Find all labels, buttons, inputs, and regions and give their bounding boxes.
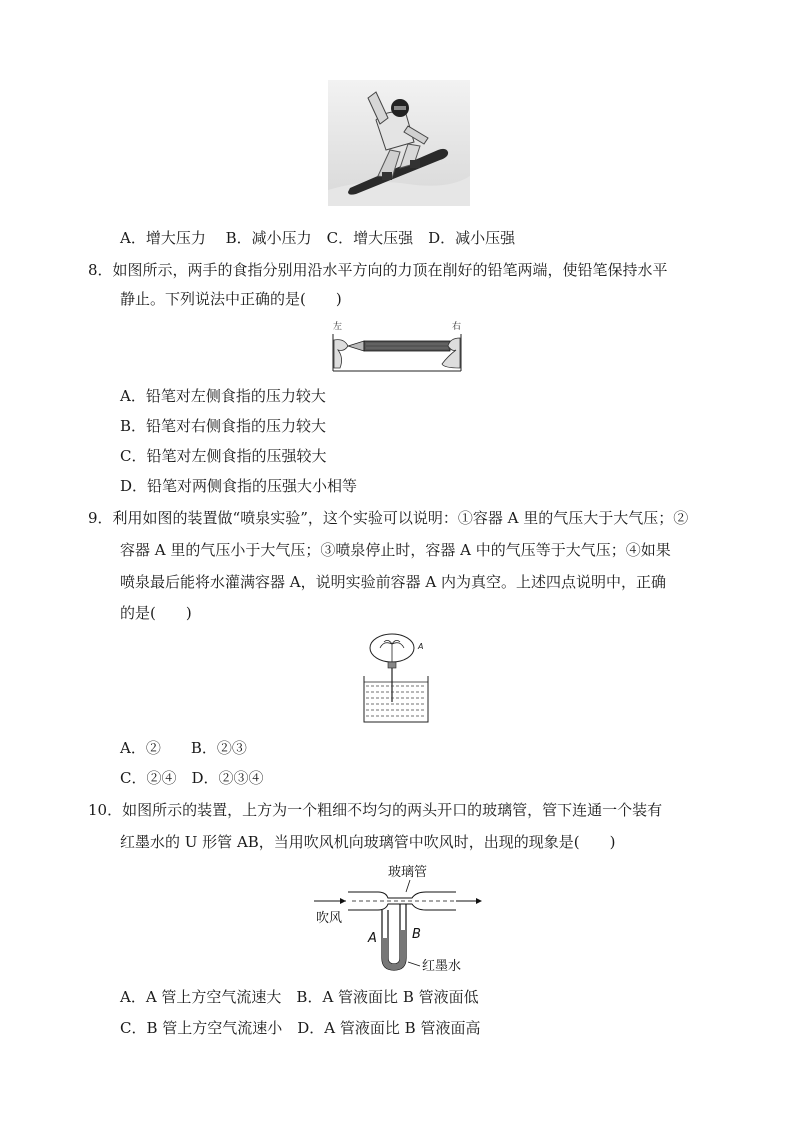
venturi-label-ink: 红墨水 xyxy=(422,959,462,974)
venturi-label-a: A xyxy=(368,931,377,946)
q10-options-row1: A．A 管上方空气流速大 B．A 管液面比 B 管液面低 xyxy=(120,988,479,1006)
venturi-label-b: B xyxy=(412,927,421,942)
q8-option-c: C．铅笔对左侧食指的压强较大 xyxy=(120,447,327,465)
q10-stem-line1: 10．如图所示的装置，上方为一个粗细不均匀的两头开口的玻璃管，管下连通一个装有 xyxy=(88,801,663,819)
q10-stem-line2: 红墨水的 U 形管 AB，当用吹风机向玻璃管中吹风时，出现的现象是( ) xyxy=(120,833,616,851)
fountain-label-a: A xyxy=(418,642,424,651)
venturi-label-wind: 吹风 xyxy=(316,911,343,926)
q9-stem-line1: 9．利用如图的装置做“喷泉实验”，这个实验可以说明：①容器 A 里的气压大于大气压；② xyxy=(88,509,689,527)
venturi-figure xyxy=(312,858,488,976)
q8-option-a: A．铅笔对左侧食指的压力较大 xyxy=(120,387,326,405)
pencil-figure xyxy=(330,318,465,374)
snowboarder-photo xyxy=(328,80,470,206)
q8-option-b: B．铅笔对右侧食指的压力较大 xyxy=(120,417,327,435)
pencil-label-right: 右 xyxy=(452,322,462,332)
fountain-figure xyxy=(360,632,432,726)
q10-options-row2: C．B 管上方空气流速小 D．A 管液面比 B 管液面高 xyxy=(120,1019,481,1037)
venturi-label-tube: 玻璃管 xyxy=(388,865,428,880)
q9-options-row2: C．②④ D．②③④ xyxy=(120,769,264,787)
q7-options: A．增大压力 B．减小压力 C．增大压强 D．减小压强 xyxy=(120,229,516,247)
q8-stem-line2: 静止。下列说法中正确的是( ) xyxy=(120,290,342,308)
pencil-label-left: 左 xyxy=(333,322,343,332)
q9-stem-line2: 容器 A 里的气压小于大气压；③喷泉停止时，容器 A 中的气压等于大气压；④如果 xyxy=(120,541,671,559)
q8-stem-line1: 8．如图所示，两手的食指分别用沿水平方向的力顶在削好的铅笔两端，使铅笔保持水平 xyxy=(88,261,668,279)
q9-stem-line4: 的是( ) xyxy=(120,604,192,622)
q9-stem-line3: 喷泉最后能将水灌满容器 A，说明实验前容器 A 内为真空。上述四点说明中，正确 xyxy=(120,573,666,591)
q8-option-d: D．铅笔对两侧食指的压强大小相等 xyxy=(120,477,358,495)
q9-options-row1: A．② B．②③ xyxy=(120,739,247,757)
